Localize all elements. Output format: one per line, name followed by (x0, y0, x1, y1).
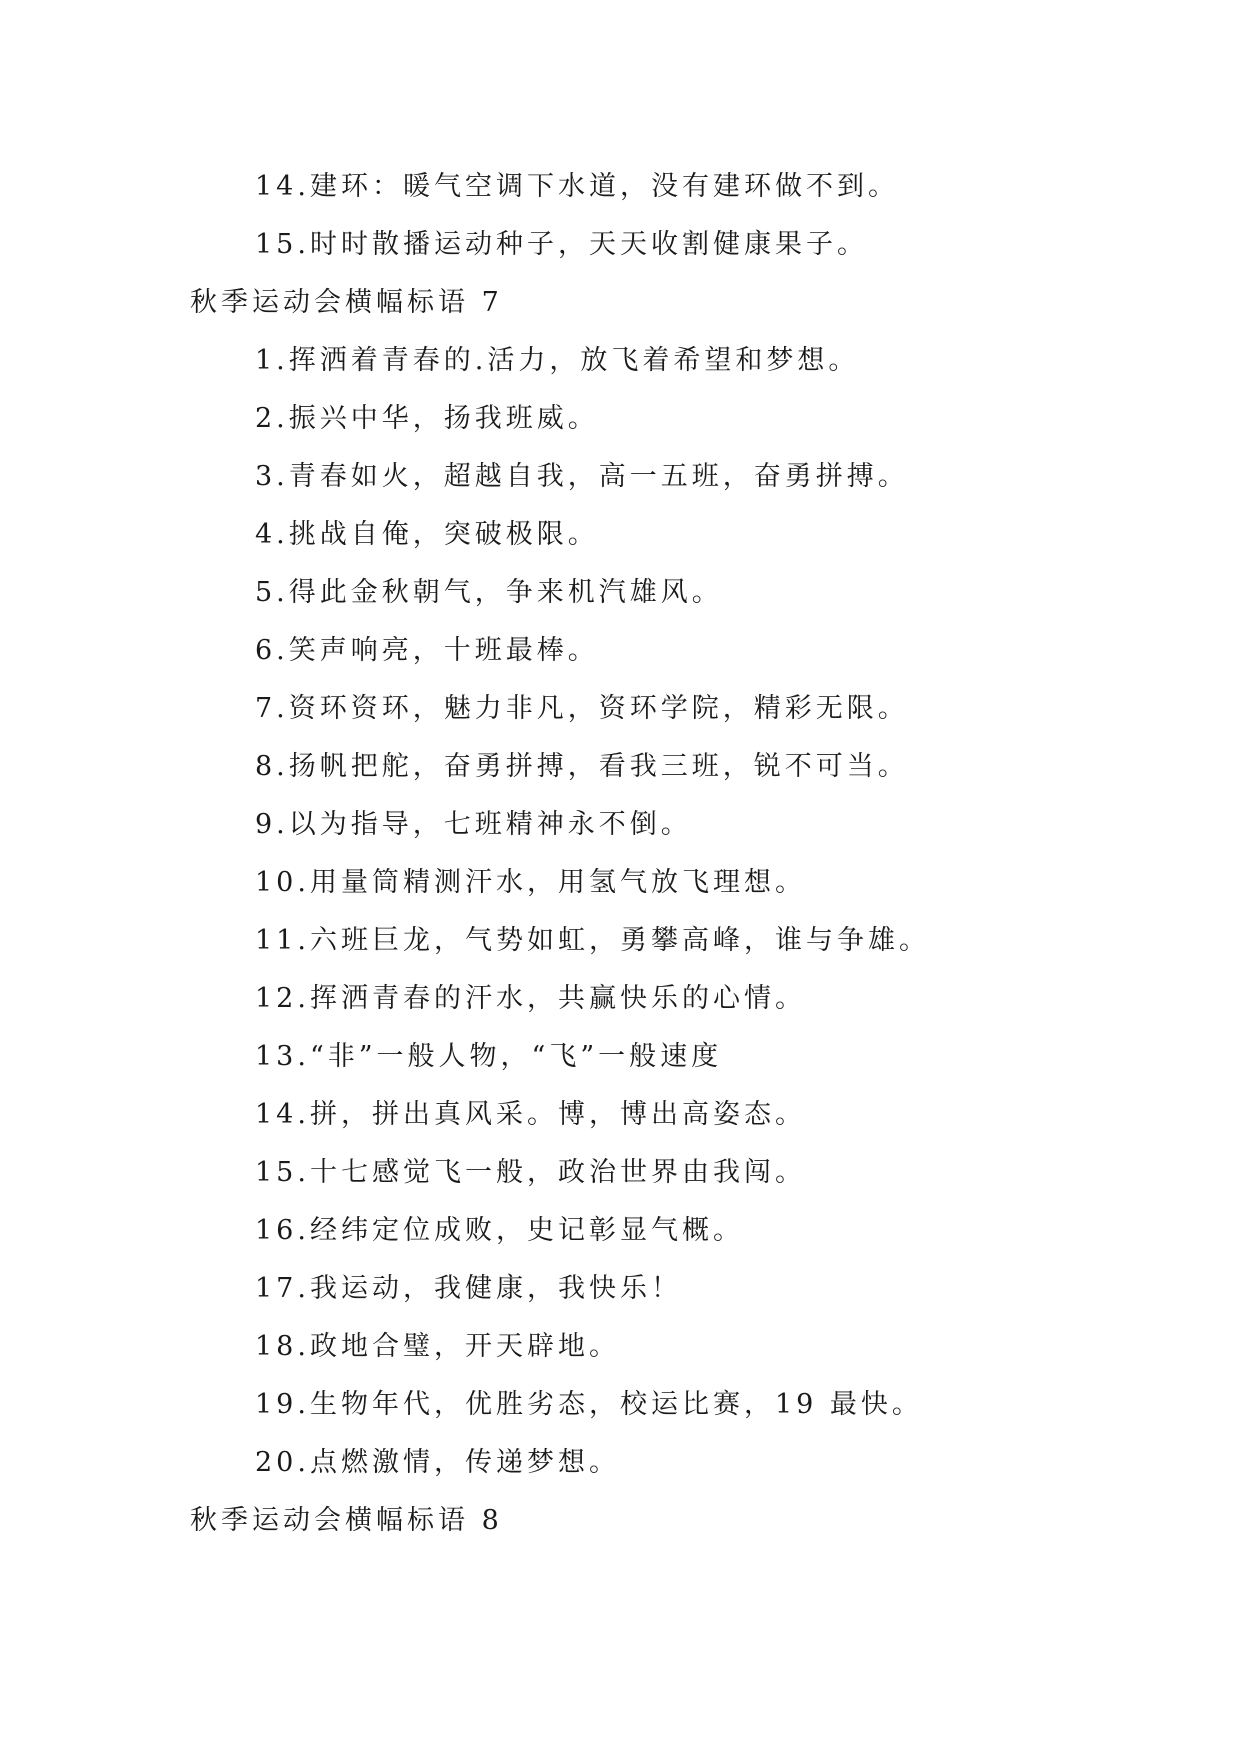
list-item: 16.经纬定位成败，史记彰显气概。 (255, 1215, 744, 1246)
list-item: 14.拼，拼出真风采。博，博出高姿态。 (255, 1099, 806, 1130)
list-item: 18.政地合璧，开天辟地。 (255, 1331, 620, 1362)
section-heading: 秋季运动会横幅标语 8 (190, 1505, 503, 1536)
list-item: 6.笑声响亮，十班最棒。 (255, 635, 599, 666)
list-item: 10.用量筒精测汗水，用氢气放飞理想。 (255, 867, 806, 898)
list-item: 15.十七感觉飞一般，政治世界由我闯。 (255, 1157, 806, 1188)
list-item: 2.振兴中华，扬我班威。 (255, 403, 599, 434)
list-item: 8.扬帆把舵，奋勇拼搏，看我三班，锐不可当。 (255, 751, 909, 782)
list-item: 17.我运动，我健康，我快乐！ (255, 1273, 682, 1304)
list-item: 4.挑战自俺，突破极限。 (255, 519, 599, 550)
list-item: 3.青春如火，超越自我，高一五班，奋勇拼搏。 (255, 461, 909, 492)
list-item: 13.“非”一般人物，“飞”一般速度 (255, 1041, 723, 1072)
list-item: 9.以为指导，七班精神永不倒。 (255, 809, 692, 840)
list-item: 12.挥洒青春的汗水，共赢快乐的心情。 (255, 983, 806, 1014)
list-item: 20.点燃激情，传递梦想。 (255, 1447, 620, 1478)
list-item: 15.时时散播运动种子，天天收割健康果子。 (255, 229, 868, 260)
section-heading: 秋季运动会横幅标语 7 (190, 287, 503, 318)
list-item: 1.挥洒着青春的.活力，放飞着希望和梦想。 (255, 345, 860, 376)
list-item: 7.资环资环，魅力非凡，资环学院，精彩无限。 (255, 693, 909, 724)
list-item: 19.生物年代，优胜劣态，校运比赛，19 最快。 (255, 1389, 923, 1420)
list-item: 11.六班巨龙，气势如虹，勇攀高峰，谁与争雄。 (255, 925, 930, 956)
list-item: 14.建环：暖气空调下水道，没有建环做不到。 (255, 171, 899, 202)
list-item: 5.得此金秋朝气，争来机汽雄风。 (255, 577, 723, 608)
